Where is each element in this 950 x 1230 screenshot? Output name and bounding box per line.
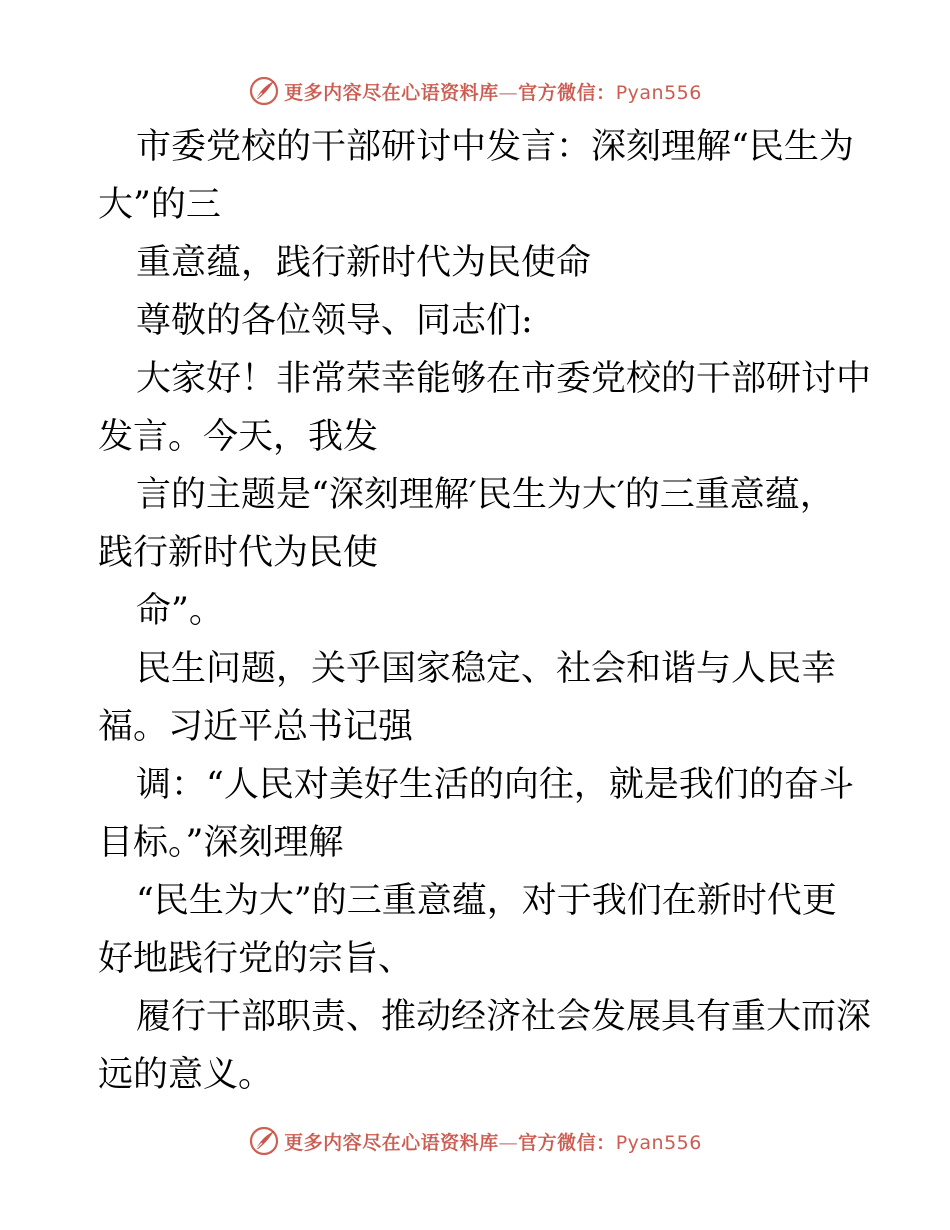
text-line: 大家好！非常荣幸能够在市委党校的干部研讨中 xyxy=(136,359,872,399)
text-line: 发言。今天，我发 xyxy=(98,417,379,457)
feather-pen-logo-icon xyxy=(248,75,280,107)
text-line: 言的主题是“深刻理解′民生为大′的三重意蕴， xyxy=(136,475,835,515)
watermark-header xyxy=(0,74,950,108)
text-line: 命”。 xyxy=(136,591,224,631)
watermark-title: 更多内容尽在心语资料库 xyxy=(284,81,499,104)
text-line: 福。习近平总书记强 xyxy=(98,707,414,747)
watermark-official-label: 官方微信： xyxy=(518,1131,616,1154)
watermark-title: 更多内容尽在心语资料库 xyxy=(284,1131,499,1154)
text-line: 市委党校的干部研讨中发言：深刻理解“民生为 xyxy=(136,127,854,167)
text-line: 大”的三 xyxy=(98,185,221,225)
watermark-official-label: 官方微信： xyxy=(518,81,616,104)
text-line: 目标。”深刻理解 xyxy=(98,823,344,863)
text-line: 践行新时代为民使 xyxy=(98,533,379,573)
text-line: 调：“人民对美好生活的向往，就是我们的奋斗 xyxy=(136,765,854,805)
document-body xyxy=(98,118,872,1104)
watermark-dash: — xyxy=(498,1131,519,1154)
text-line: 尊敬的各位领导、同志们: xyxy=(136,301,533,341)
text-line: 民生问题，关乎国家稳定、社会和谐与人民幸 xyxy=(136,649,837,689)
text-line: 好地践行党的宗旨、 xyxy=(98,939,414,979)
text-line: 远的意义。 xyxy=(98,1055,274,1095)
watermark-footer xyxy=(0,1124,950,1158)
feather-pen-logo-icon xyxy=(248,1125,280,1157)
watermark-id: Pyan556 xyxy=(615,81,702,104)
text-line: “民生为大”的三重意蕴，对于我们在新时代更 xyxy=(136,881,837,921)
watermark-dash: — xyxy=(498,81,519,104)
text-line: 重意蕴，践行新时代为民使命 xyxy=(136,243,592,283)
text-line: 履行干部职责、推动经济社会发展具有重大而深 xyxy=(136,997,872,1037)
watermark-id: Pyan556 xyxy=(615,1131,702,1154)
